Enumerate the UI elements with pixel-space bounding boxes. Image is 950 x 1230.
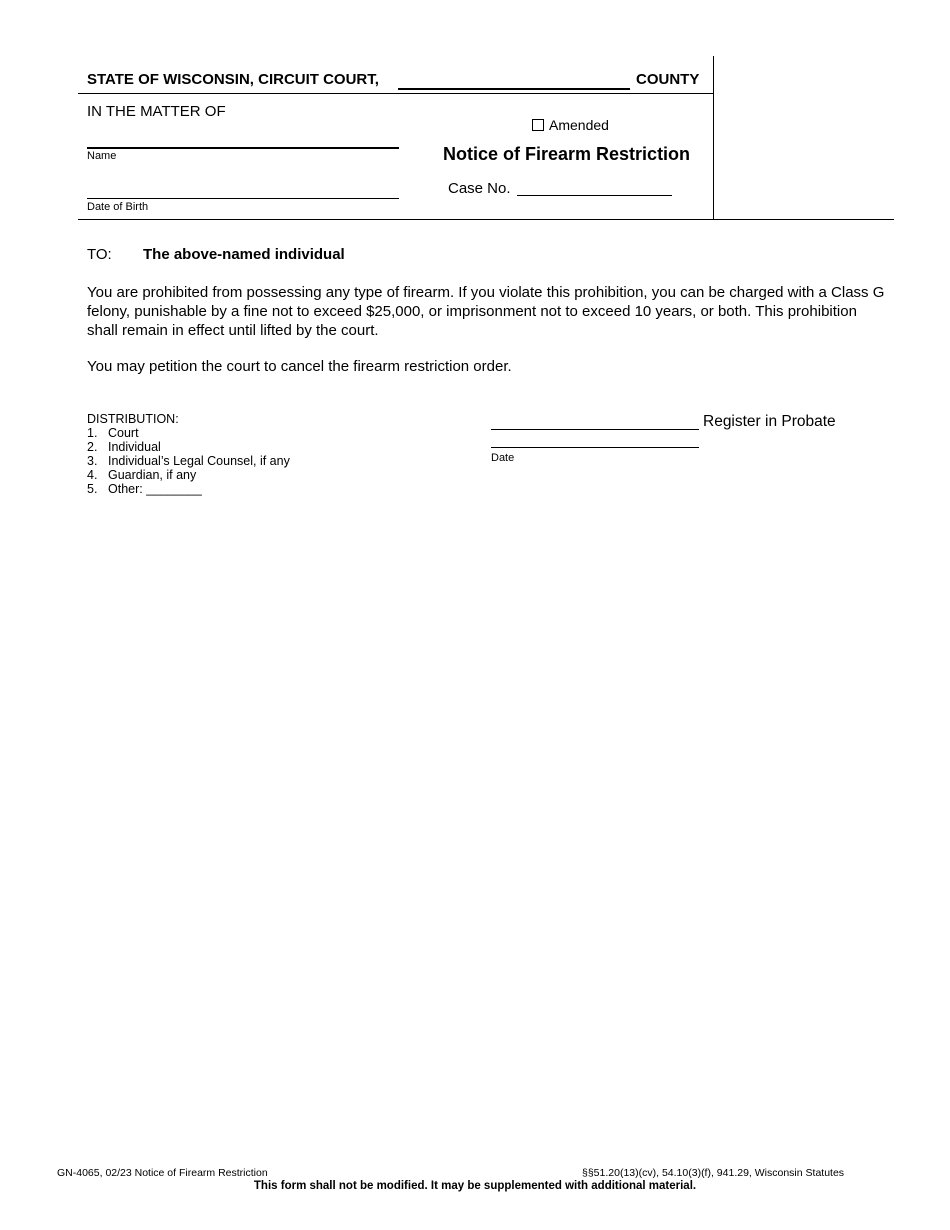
- caption-header-rule: [78, 93, 714, 94]
- distribution-heading: DISTRIBUTION:: [87, 412, 179, 426]
- distribution-item: 1. Court: [87, 426, 139, 440]
- date-blank-line[interactable]: [491, 447, 699, 448]
- modification-notice: This form shall not be modified. It may be supplemented with additional material.: [253, 1180, 697, 1192]
- prohibition-paragraph: You are prohibited from possessing any type of firearm. If you violate this prohibition, you can be charged with a Class G felony, punishable by a fine not to exceed $25,000, or imprisonment not to exceed 10 years, or both. This prohibition shall remain in effect until lifted by the court.: [87, 284, 885, 339]
- petition-paragraph: You may petition the court to cancel the firearm restriction order.: [87, 358, 512, 375]
- distribution-item: 4. Guardian, if any: [87, 468, 197, 482]
- form-id: GN-4065, 02/23 Notice of Firearm Restriction: [57, 1167, 268, 1179]
- county-label: COUNTY: [636, 71, 700, 88]
- dob-label: Date of Birth: [87, 201, 149, 213]
- date-label: Date: [491, 452, 515, 464]
- register-in-probate-label: Register in Probate: [703, 413, 836, 430]
- amended-checkbox-group[interactable]: [532, 117, 609, 133]
- to-recipient: The above-named individual: [143, 246, 345, 263]
- form-title: Notice of Firearm Restriction: [443, 144, 691, 164]
- dob-blank-line[interactable]: [87, 198, 399, 199]
- court-label: STATE OF WISCONSIN, CIRCUIT COURT,: [87, 71, 379, 88]
- caption-vertical-divider: [713, 56, 714, 220]
- distribution-list: [87, 426, 290, 496]
- county-blank-line[interactable]: [398, 88, 630, 90]
- matter-label: IN THE MATTER OF: [87, 103, 226, 120]
- amended-checkbox[interactable]: [532, 119, 544, 131]
- distribution-item: 2. Individual: [87, 440, 161, 454]
- distribution-block: [87, 412, 290, 496]
- to-label: TO:: [87, 246, 112, 263]
- statute-citation: §§51.20(13)(cv), 54.10(3)(f), 941.29, Wisconsin Statutes: [582, 1167, 845, 1179]
- amended-label: Amended: [549, 117, 609, 133]
- distribution-item: 3. Individual’s Legal Counsel, if any: [87, 454, 290, 468]
- name-blank-line[interactable]: [87, 147, 399, 149]
- register-signature-line[interactable]: [491, 429, 699, 430]
- distribution-item: 5. Other: ________: [87, 482, 202, 496]
- case-no-label: Case No.: [448, 180, 511, 197]
- caption-bottom-rule: [78, 219, 894, 220]
- name-label: Name: [87, 150, 117, 162]
- case-no-blank-line[interactable]: [517, 195, 672, 196]
